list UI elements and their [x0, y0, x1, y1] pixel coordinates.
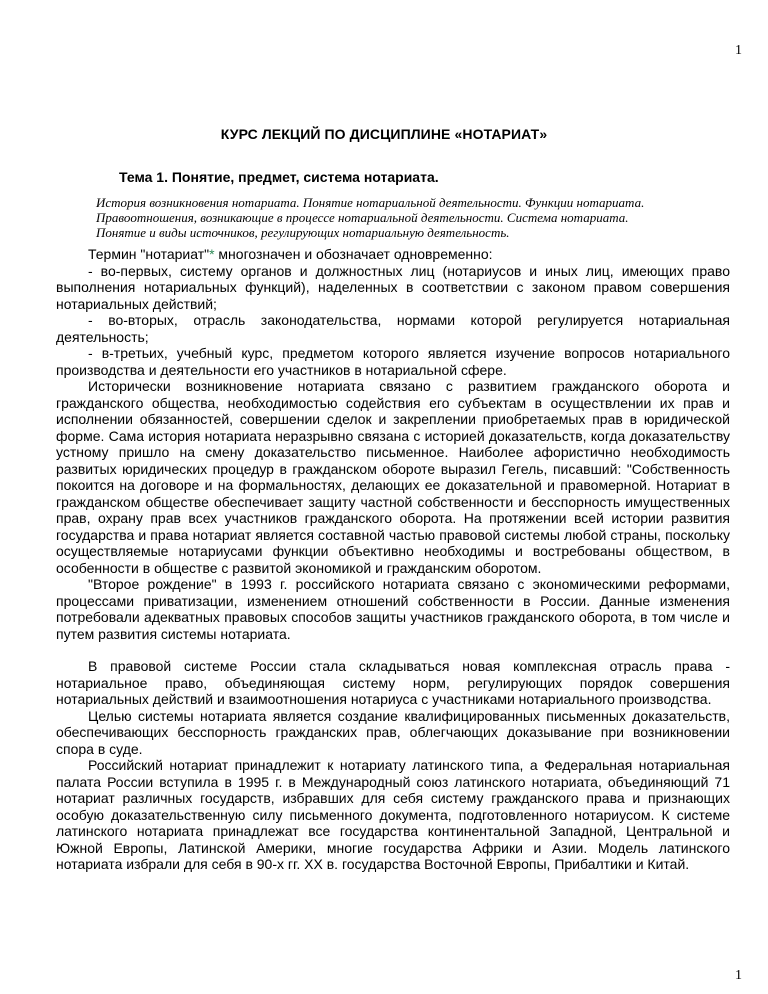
page-number-top: 1 — [735, 43, 742, 58]
subtopic-line: Правоотношения, возникающие в процессе нотариальной деятельности. Система нотариата. — [96, 210, 629, 225]
paragraph-text: многозначен и обозначает одновременно: — [214, 246, 493, 262]
paragraph: - во-вторых, отрасль законодательства, нормами которой регулируется нотариальная деятельность; — [56, 312, 730, 345]
paragraph — [56, 246, 730, 263]
paragraph: "Второе рождение" в 1993 г. российского нотариата связано с экономическими реформами, процессами приватизации, изменением отношений собственности в России. Данные изменения потребовали адекватных правовых способов защиты участников гражданского оборота, в том числе и путем развития системы нотариата. — [56, 576, 730, 642]
document-body — [56, 246, 730, 873]
paragraph-text: Термин "нотариат" — [88, 246, 210, 262]
paragraph: - в-третьих, учебный курс, предметом которого является изучение вопросов нотариального производства и деятельности его участников в нотариальной сфере. — [56, 345, 730, 378]
topic-heading: Тема 1. Понятие, предмет, система нотариата. — [119, 169, 439, 185]
footnote-marker[interactable]: * — [209, 246, 215, 262]
subtopic-line: Понятие и виды источников, регулирующих нотариальную деятельность. — [96, 225, 510, 240]
paragraph: Российский нотариат принадлежит к нотариату латинского типа, а Федеральная нотариальная палата России вступила в 1995 г. в Международный союз латинского нотариата, объединяющий 71 нотариат различных государств, избравших для себя систему гражданского права и признающих особую доказательственную силу письменного документа, подготовленного нотариусом. К системе латинского нотариата принадлежат все государства континентальной Западной, Центральной и Южной Европы, Латинской Америки, многие государства Африки и Азии. Модель латинского нотариата избрали для себя в 90-х гг. XX в. государства Восточной Европы, Прибалтики и Китай. — [56, 757, 730, 872]
paragraph: Целью системы нотариата является создание квалифицированных письменных доказательств, обеспечивающих бесспорность гражданских прав, облегчающих доказывание при возникновении спора в суде. — [56, 707, 730, 757]
paragraph: В правовой системе России стала складываться новая комплексная отрасль права - нотариальное право, объединяющая систему норм, регулирующих порядок совершения нотариальных действий и взаимоотношения нотариуса с участниками нотариального производства. — [56, 658, 730, 707]
course-title: КУРС ЛЕКЦИЙ ПО ДИСЦИПЛИНЕ «НОТАРИАТ» — [220, 126, 548, 142]
page-number-bottom: 1 — [735, 968, 742, 983]
subtopics-list — [96, 195, 736, 240]
paragraph: Исторически возникновение нотариата связано с развитием гражданского оборота и гражданского общества, необходимостью содействия его субъектам в осуществлении их прав и исполнении обязанностей, совершении сделок и закреплении приобретаемых прав в юридической форме. Сама история нотариата неразрывно связана с историей доказательств, когда доказательству устному пришло на смену доказательство письменное. Наиболее афористично необходимость развитых юридических процедур в гражданском обороте выразил Гегель, писавший: "Собственность покоится на договоре и на формальностях, делающих ее доказательной и правомерной. Нотариат в гражданском обществе обеспечивает защиту частной собственности и бесспорность имущественных прав, охрану прав всех участников гражданского оборота. На протяжении всей истории развития государства и права нотариат является составной частью правовой системы любой страны, поскольку осуществляемые нотариусами функции объективно необходимы и востребованы обществом, в особенности в обществе с развитой экономикой и гражданским оборотом. — [56, 378, 730, 576]
paragraph: - во-первых, систему органов и должностных лиц (нотариусов и иных лиц, имеющих право выполнения нотариальных функций), наделенных в соответствии с законом правом совершения нотариальных действий; — [56, 262, 730, 312]
subtopic-line: История возникновения нотариата. Понятие нотариальной деятельности. Функции нотариата. — [96, 195, 645, 210]
